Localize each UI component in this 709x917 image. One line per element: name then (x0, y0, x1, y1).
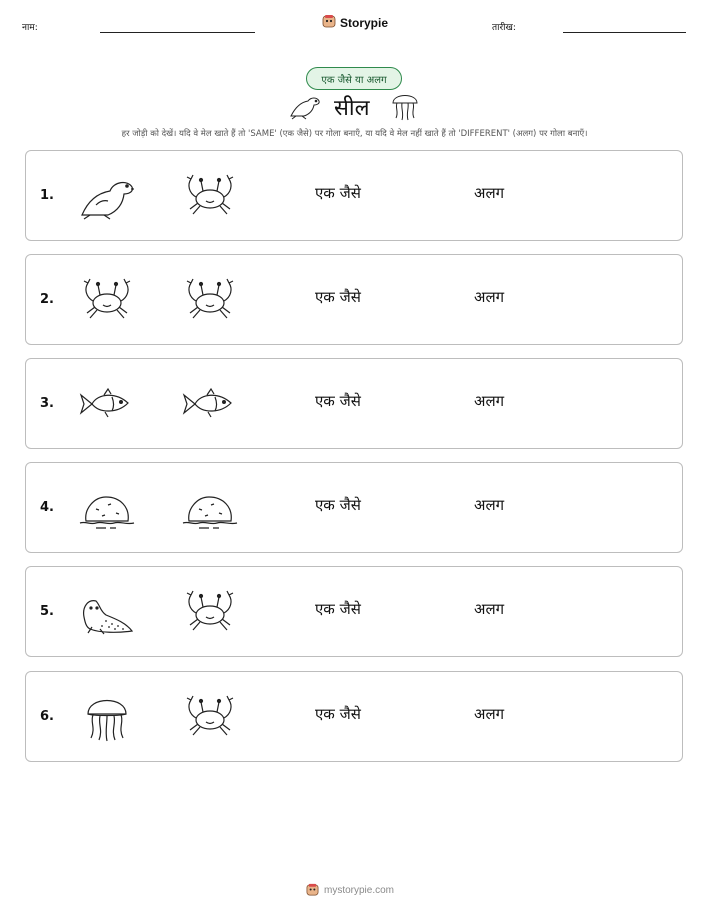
category-badge: एक जैसे या अलग (306, 67, 402, 90)
jellyfish-icon (390, 90, 420, 126)
question-card (25, 150, 683, 241)
same-option[interactable]: एक जैसे (315, 184, 361, 202)
crab-icon (181, 587, 239, 637)
instructions: हर जोड़ी को देखें। यदि वे मेल खाते हैं तो 'SAME' (एक जैसे) पर गोला बनाएँ, या यदि वे मेल नहीं खाते हैं तो 'DIFFERENT' (अलग) पर गोला बनाएँ। (121, 129, 588, 139)
date-field[interactable] (563, 32, 686, 33)
different-option[interactable]: अलग (474, 184, 505, 202)
brand-name: Storypie (340, 15, 389, 30)
different-option[interactable]: अलग (474, 496, 505, 514)
crab-icon (78, 275, 136, 325)
crab-icon (181, 171, 239, 221)
question-card (25, 358, 683, 449)
seal-icon (288, 92, 322, 124)
storypie-mascot-icon (306, 881, 319, 900)
question-number: 2. (40, 292, 54, 307)
question-card (25, 566, 683, 657)
question-card (25, 462, 683, 553)
rock-icon (181, 483, 239, 533)
question-card (25, 254, 683, 345)
same-option[interactable]: एक जैसे (315, 392, 361, 410)
rock-icon (78, 483, 136, 533)
brand-logo (322, 13, 388, 32)
spotted-seal-icon (78, 587, 136, 637)
name-label: नाम: (22, 23, 38, 33)
crab-icon (181, 275, 239, 325)
same-option[interactable]: एक जैसे (315, 705, 361, 723)
question-number: 6. (40, 709, 54, 724)
footer-url[interactable]: mystorypie.com (324, 885, 395, 896)
different-option[interactable]: अलग (474, 392, 505, 410)
jellyfish-icon (78, 692, 136, 742)
crab-icon (181, 692, 239, 742)
same-option[interactable]: एक जैसे (315, 600, 361, 618)
footer (306, 881, 394, 900)
question-number: 1. (40, 188, 54, 203)
different-option[interactable]: अलग (474, 705, 505, 723)
different-option[interactable]: अलग (474, 600, 505, 618)
date-label: तारीख: (492, 23, 516, 33)
fish-icon (181, 379, 239, 429)
fish-icon (78, 379, 136, 429)
different-option[interactable]: अलग (474, 288, 505, 306)
question-card (25, 671, 683, 762)
worksheet-title: सील (334, 96, 370, 121)
name-field[interactable] (100, 32, 255, 33)
same-option[interactable]: एक जैसे (315, 496, 361, 514)
storypie-mascot-icon (322, 13, 336, 32)
question-number: 5. (40, 604, 54, 619)
question-number: 4. (40, 500, 54, 515)
question-number: 3. (40, 396, 54, 411)
same-option[interactable]: एक जैसे (315, 288, 361, 306)
seal-icon (78, 171, 136, 221)
